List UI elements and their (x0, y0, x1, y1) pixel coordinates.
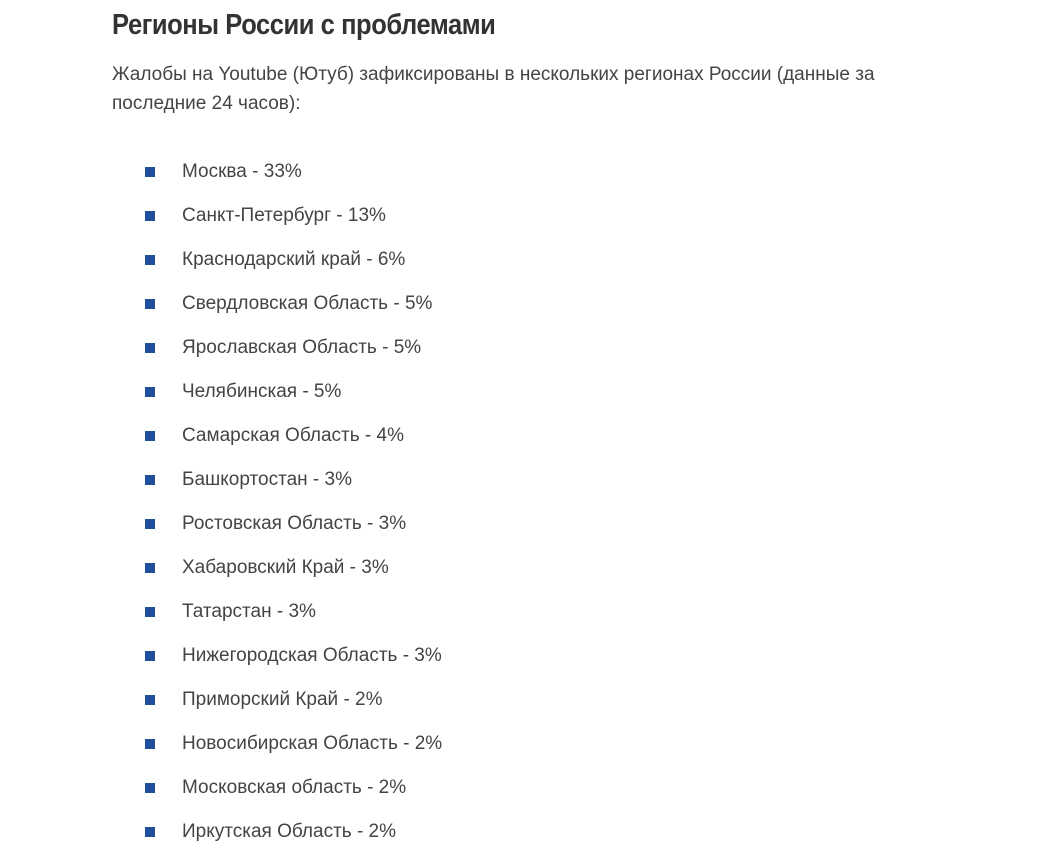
region-label: Ростовская Область - 3% (182, 513, 407, 534)
list-item (145, 458, 845, 502)
region-label: Москва - 33% (182, 161, 302, 182)
square-bullet-icon (145, 299, 155, 309)
square-bullet-icon (145, 827, 155, 837)
square-bullet-icon (145, 519, 155, 529)
square-bullet-icon (145, 739, 155, 749)
region-label: Хабаровский Край - 3% (182, 557, 389, 578)
list-item (145, 150, 845, 194)
region-list (145, 150, 845, 854)
region-label: Татарстан - 3% (182, 601, 316, 622)
list-item (145, 810, 845, 854)
region-label: Челябинская - 5% (182, 381, 342, 402)
region-label: Ярославская Область - 5% (182, 337, 422, 358)
square-bullet-icon (145, 343, 155, 353)
region-label: Свердловская Область - 5% (182, 293, 433, 314)
list-item (145, 238, 845, 282)
list-item (145, 326, 845, 370)
intro-paragraph: Жалобы на Youtube (Ютуб) зафиксированы в нескольких регионах России (данные за последние 24 часов): (112, 64, 875, 114)
region-label: Санкт-Петербург - 13% (182, 205, 386, 226)
list-item (145, 722, 845, 766)
list-item (145, 678, 845, 722)
list-item (145, 634, 845, 678)
square-bullet-icon (145, 651, 155, 661)
square-bullet-icon (145, 783, 155, 793)
region-label: Башкортостан - 3% (182, 469, 352, 490)
region-label: Краснодарский край - 6% (182, 249, 406, 270)
region-label: Московская область - 2% (182, 777, 407, 798)
square-bullet-icon (145, 475, 155, 485)
region-label: Иркутская Область - 2% (182, 821, 397, 842)
page-title: Регионы России с проблемами (112, 9, 496, 41)
list-item (145, 766, 845, 810)
square-bullet-icon (145, 167, 155, 177)
square-bullet-icon (145, 211, 155, 221)
list-item (145, 546, 845, 590)
region-label: Нижегородская Область - 3% (182, 645, 442, 666)
square-bullet-icon (145, 431, 155, 441)
square-bullet-icon (145, 387, 155, 397)
list-item (145, 282, 845, 326)
list-item (145, 194, 845, 238)
square-bullet-icon (145, 255, 155, 265)
square-bullet-icon (145, 695, 155, 705)
list-item (145, 414, 845, 458)
square-bullet-icon (145, 607, 155, 617)
region-label: Приморский Край - 2% (182, 689, 383, 710)
list-item (145, 502, 845, 546)
square-bullet-icon (145, 563, 155, 573)
region-label: Самарская Область - 4% (182, 425, 404, 446)
region-label: Новосибирская Область - 2% (182, 733, 443, 754)
list-item (145, 370, 845, 414)
list-item (145, 590, 845, 634)
